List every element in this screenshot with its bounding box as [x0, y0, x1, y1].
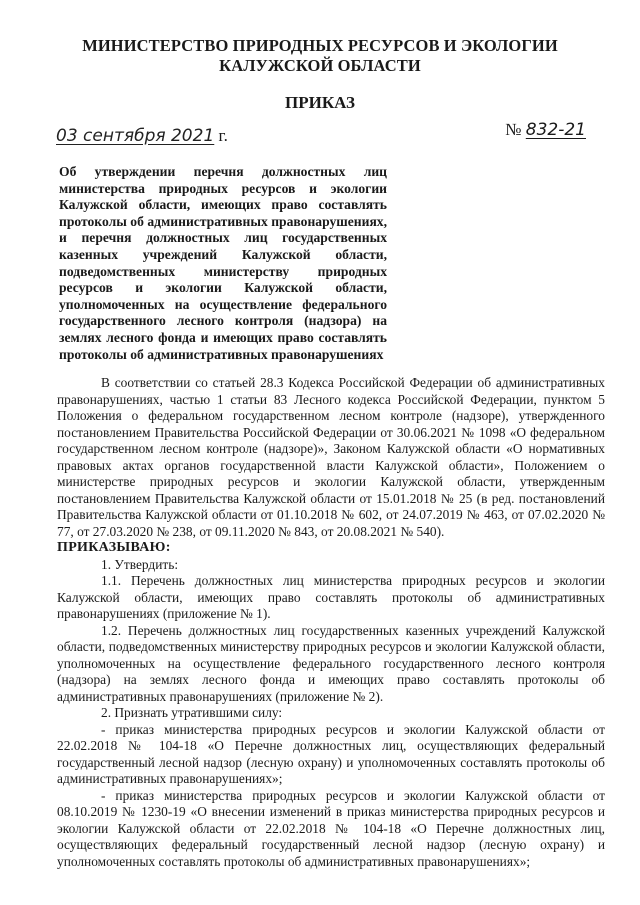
ministry-name-line-1: МИНИСТЕРСТВО ПРИРОДНЫХ РЕСУРСОВ И ЭКОЛОГИИ [82, 36, 558, 55]
order-number-prefix: № [505, 120, 522, 139]
item-2-a: - приказ министерства природных ресурсов и экологии Калужской области от 22.02.2018 № 104-18 «О Перечне должностных лиц, осуществляющих федеральный государственный лесной надзор (лесную охрану) и уполномоченных составлять протоколы об административных правонарушениях»; [57, 721, 605, 786]
order-title: ПРИКАЗ [285, 93, 355, 112]
ministry-name-line-2: КАЛУЖСКОЙ ОБЛАСТИ [219, 56, 421, 75]
orders-heading: ПРИКАЗЫВАЮ: [57, 540, 171, 555]
item-1-1: 1.1. Перечень должностных лиц министерства природных ресурсов и экологии Калужской области, имеющих право составлять протоколы об административных правонарушениях (приложение № 1). [57, 573, 605, 621]
item-2-b: - приказ министерства природных ресурсов и экологии Калужской области от 08.10.2019 № 1230-19 «О внесении изменений в приказ министерства природных ресурсов и экологии Калужской области от 22.02.2018 № 104-18 «О Перечне должностных лиц, осуществляющих федеральный государственный лесной надзор (лесную охрану) и уполномоченных составлять протоколы об административных правонарушениях»; [57, 787, 605, 869]
item-1: 1. Утвердить: [101, 556, 179, 572]
item-2: 2. Признать утратившими силу: [101, 705, 283, 720]
ministry-name [60, 36, 580, 76]
order-body [57, 375, 605, 870]
order-date-suffix: г. [218, 126, 228, 145]
order-date-handwritten: 03 сентября 2021 [56, 126, 215, 146]
order-number-handwritten: 832-21 [525, 120, 586, 140]
preamble-paragraph: В соответствии со статьей 28.3 Кодекса Российской Федерации об административных правонарушениях, частью 1 статьи 83 Лесного кодекса Российской Федерации, пунктом 5 Положения о федеральном государственном лесном контроле (надзоре), утвержденного постановлением Правительства Российской Федерации от 30.06.2021 № 1098 «О федеральном государственном лесном контроле (надзоре)», Законом Калужской области «О нормативных правовых актах органов государственной власти Калужской области», Положением о министерстве природных ресурсов и экологии Калужской области, утвержденным постановлением Правительства Калужской области от 15.01.2018 № 25 (в ред. постановлений Правительства Калужской области от 01.10.2018 № 602, от 24.07.2019 № 463, от 07.02.2020 № 77, от 27.03.2020 № 238, от 09.11.2020 № 843, от 20.08.2021 № 540). [57, 375, 605, 539]
order-number [505, 120, 586, 140]
order-date [56, 126, 228, 146]
order-subject: Об утверждении перечня должностных лиц министерства природных ресурсов и экологии Калужской области, имеющих право составлять протоколы об административных правонарушениях, и перечня должностных лиц государственных казенных учреждений Калужской области, подведомственных министерству природных ресурсов и экологии Калужской области, уполномоченных на осуществление федерального государственного лесного контроля (надзора) на землях лесного фонда и имеющих право составлять протоколы об административных правонарушениях [59, 164, 387, 362]
item-1-2: 1.2. Перечень должностных лиц государственных казенных учреждений Калужской области, подведомственных министерству природных ресурсов и экологии Калужской области, уполномоченных на осуществление федерального государственного лесного контроля (надзора) на землях лесного фонда и имеющих право составлять протоколы об административных правонарушениях (приложение № 2). [57, 622, 605, 704]
